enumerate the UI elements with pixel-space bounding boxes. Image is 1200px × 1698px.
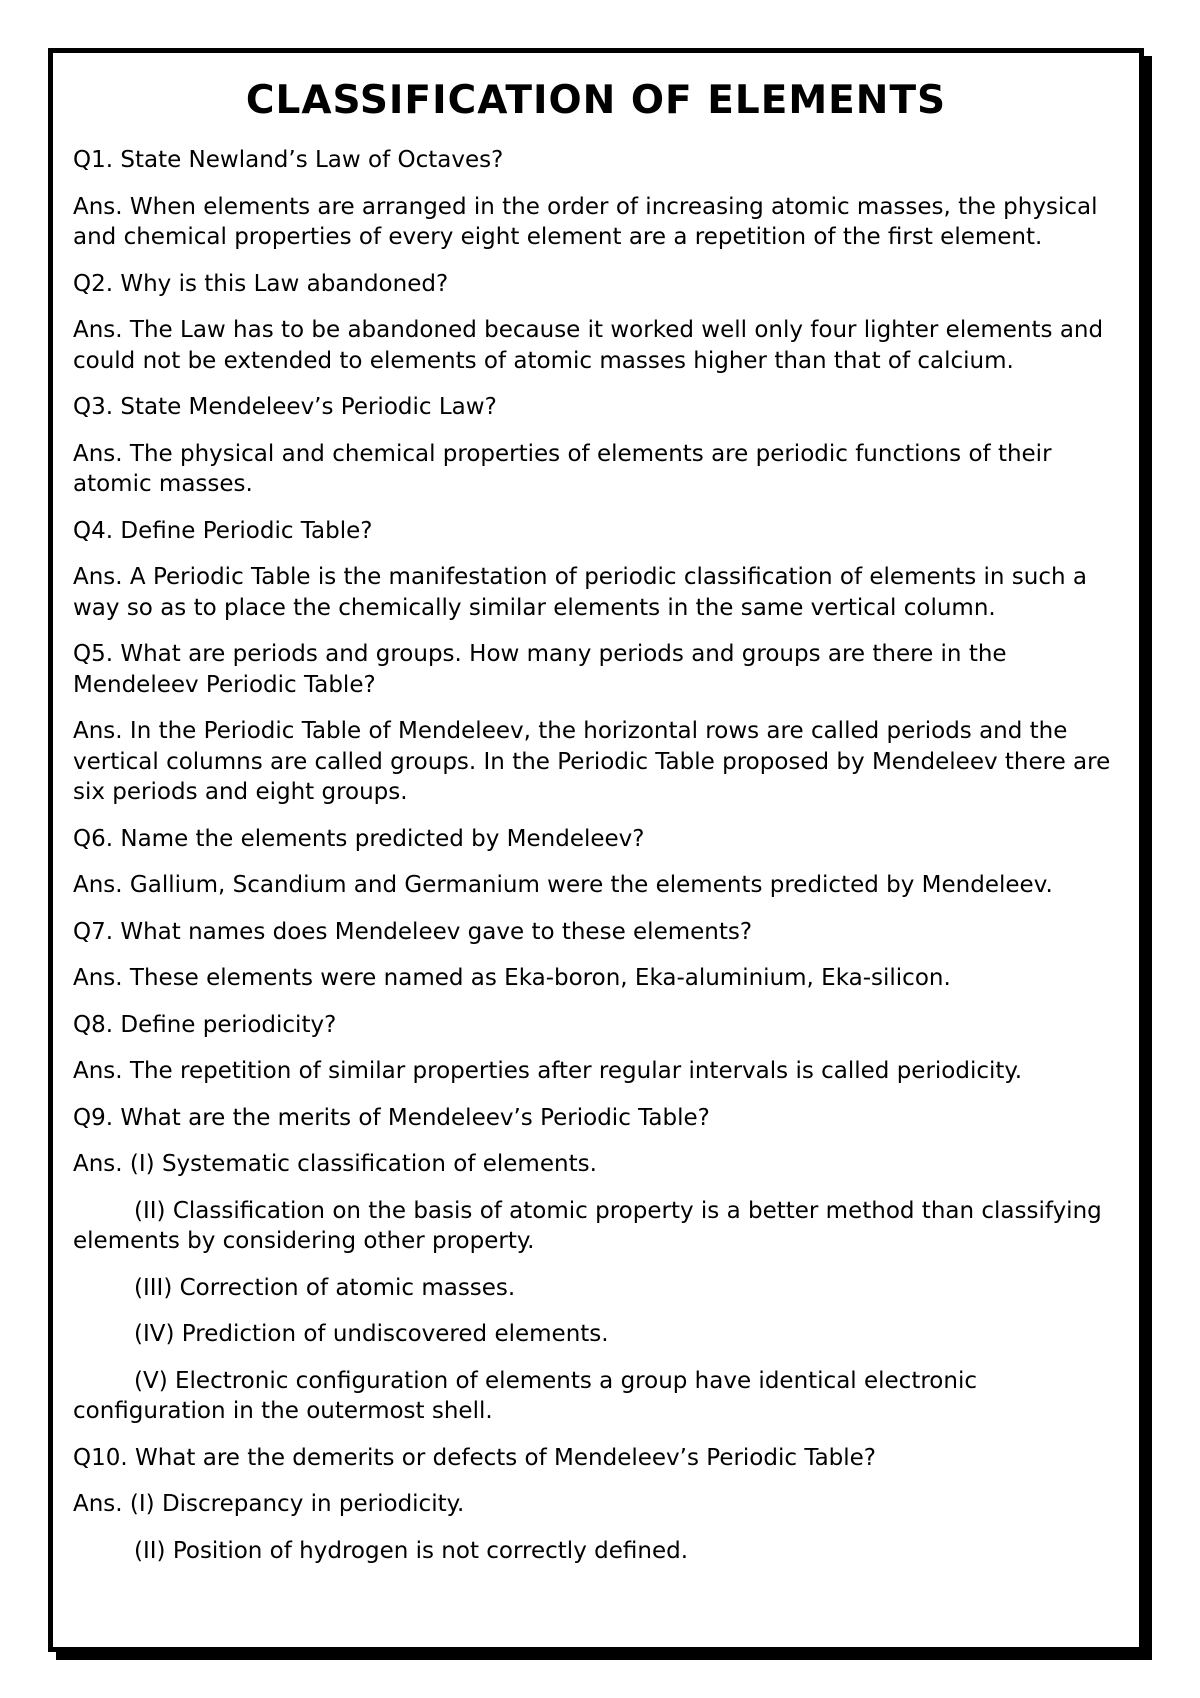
page-title: CLASSIFICATION OF ELEMENTS	[245, 78, 947, 123]
qa-content	[73, 145, 1119, 1582]
answer-9-item-4: (IV) Prediction of undiscovered elements.	[134, 1321, 609, 1347]
question-7: Q7. What names does Mendeleev gave to these elements?	[73, 918, 753, 945]
answer-8: Ans. The repetition of similar properties after regular intervals is called periodicity.	[73, 1058, 1023, 1084]
answer-1: Ans. When elements are arranged in the order of increasing atomic masses, the physical and chemical properties of every eight element are a repetition of the first element.	[73, 193, 1098, 250]
question-6: Q6. Name the elements predicted by Mendeleev?	[73, 825, 645, 852]
answer-10-item-2: (II) Position of hydrogen is not correctly defined.	[134, 1537, 688, 1564]
question-3: Q3. State Mendeleev’s Periodic Law?	[73, 394, 497, 420]
answer-2: Ans. The Law has to be abandoned because it worked well only four lighter elements and could not be extended to elements of atomic masses higher than that of calcium.	[73, 317, 1104, 374]
answer-3: Ans. The physical and chemical properties of elements are periodic functions of their atomic masses.	[73, 440, 1052, 497]
answer-5: Ans. In the Periodic Table of Mendeleev, the horizontal rows are called periods and the vertical columns are called groups. In the Periodic Table proposed by Mendeleev there are six periods and eight groups.	[73, 718, 1111, 805]
answer-9-item-3: (III) Correction of atomic masses.	[134, 1274, 516, 1301]
answer-7: Ans. These elements were named as Eka-boron, Eka-aluminium, Eka-silicon.	[73, 965, 951, 991]
answer-9-item-5: (V) Electronic configuration of elements a group have identical electronic configuration in the outermost shell.	[73, 1367, 977, 1424]
question-1: Q1. State Newland’s Law of Octaves?	[73, 147, 504, 173]
question-10: Q10. What are the demerits or defects of Mendeleev’s Periodic Table?	[73, 1444, 877, 1471]
question-9: Q9. What are the merits of Mendeleev’s Periodic Table?	[73, 1104, 710, 1131]
question-2: Q2. Why is this Law abandoned?	[73, 270, 449, 297]
page-border-frame	[48, 48, 1144, 1652]
answer-6: Ans. Gallium, Scandium and Germanium were the elements predicted by Mendeleev.	[73, 872, 1053, 898]
question-5: Q5. What are periods and groups. How many periods and groups are there in the Mendeleev Periodic Table?	[73, 641, 1007, 698]
question-8: Q8. Define periodicity?	[73, 1011, 337, 1038]
answer-10-item-1: Ans. (I) Discrepancy in periodicity.	[73, 1491, 465, 1517]
answer-4: Ans. A Periodic Table is the manifestation of periodic classification of elements in such a way so as to place the chemically similar elements in the same vertical column.	[73, 564, 1087, 621]
answer-9-item-2: (II) Classification on the basis of atomic property is a better method than classifying elements by considering other property.	[73, 1197, 1102, 1254]
question-4: Q4. Define Periodic Table?	[73, 517, 373, 544]
answer-9-item-1: Ans. (I) Systematic classification of elements.	[73, 1151, 597, 1177]
